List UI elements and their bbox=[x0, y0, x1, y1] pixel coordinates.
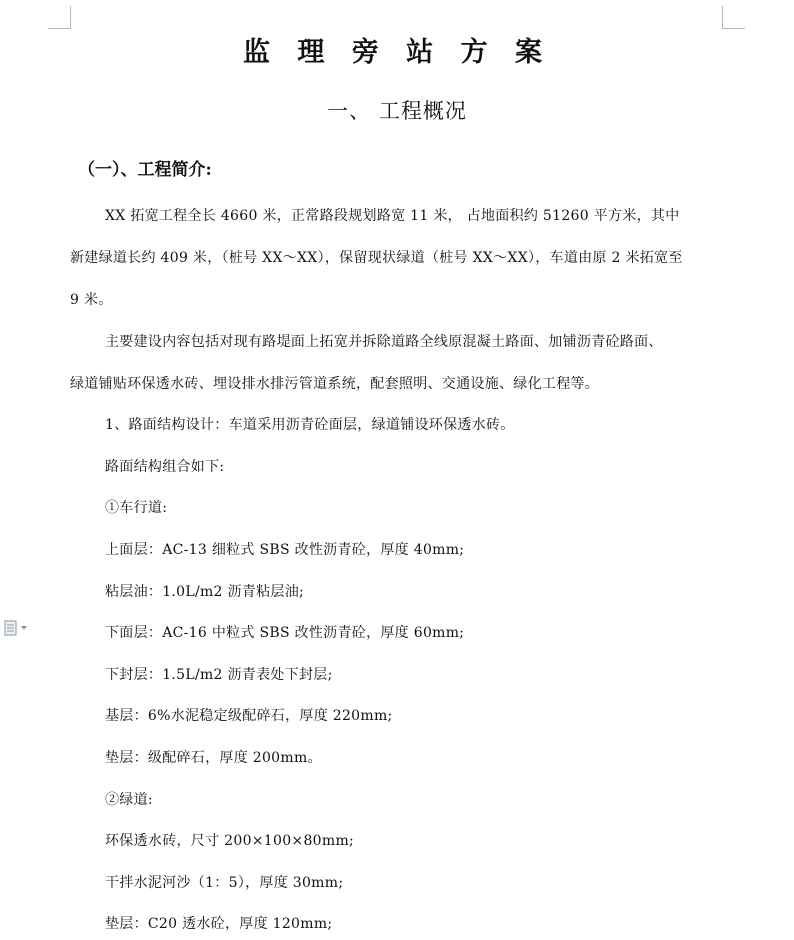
document-options-icon[interactable] bbox=[4, 620, 32, 636]
document-title: 监 理 旁 站 方 案 bbox=[243, 37, 551, 68]
list-label: ②绿道: bbox=[105, 792, 153, 808]
layer-item: 下封层：1.5L/m2 沥青表处下封层; bbox=[105, 667, 333, 683]
layer-item: 粘层油：1.0L/m2 沥青粘层油; bbox=[105, 584, 305, 600]
paragraph-line: XX 拓宽工程全长 4660 米，正常路段规划路宽 11 米， 占地面积约 51260 平方米，其中 bbox=[105, 208, 680, 224]
paragraph-line: 绿道铺贴环保透水砖、埋设排水排污管道系统，配套照明、交通设施、绿化工程等。 bbox=[70, 376, 600, 392]
paragraph-line: 9 米。 bbox=[70, 292, 113, 308]
layer-item: 上面层：AC-13 细粒式 SBS 改性沥青砼，厚度 40mm; bbox=[105, 542, 465, 558]
layer-item: 基层：6%水泥稳定级配碎石，厚度 220mm; bbox=[105, 708, 393, 724]
page-corner-mark-left bbox=[48, 6, 71, 29]
paragraph-line: 主要建设内容包括对现有路堤面上拓宽并拆除道路全线原混凝土路面、加铺沥青砼路面、 bbox=[105, 334, 663, 350]
layer-item: 垫层：C20 透水砼，厚度 120mm; bbox=[105, 916, 333, 932]
section-heading: 一、 工程概况 bbox=[327, 99, 467, 123]
layer-item: 下面层：AC-16 中粒式 SBS 改性沥青砼，厚度 60mm; bbox=[105, 625, 465, 641]
subsection-heading: （一）、工程简介: bbox=[78, 160, 212, 180]
layer-item: 环保透水砖，尺寸 200×100×80mm; bbox=[105, 833, 355, 849]
paragraph-line: 路面结构组合如下: bbox=[105, 459, 225, 475]
list-label: ①车行道: bbox=[105, 500, 168, 516]
paragraph-line: 1、路面结构设计：车道采用沥青砼面层，绿道铺设环保透水砖。 bbox=[105, 417, 515, 433]
layer-item: 干拌水泥河沙（1：5），厚度 30mm; bbox=[105, 875, 344, 891]
paragraph-line: 新建绿道长约 409 米，（桩号 XX～XX），保留现状绿道（桩号 XX～XX），车道由原 2 米拓宽至 bbox=[70, 250, 683, 266]
page-corner-mark-right bbox=[722, 6, 745, 29]
layer-item: 垫层：级配碎石，厚度 200mm。 bbox=[105, 750, 322, 766]
